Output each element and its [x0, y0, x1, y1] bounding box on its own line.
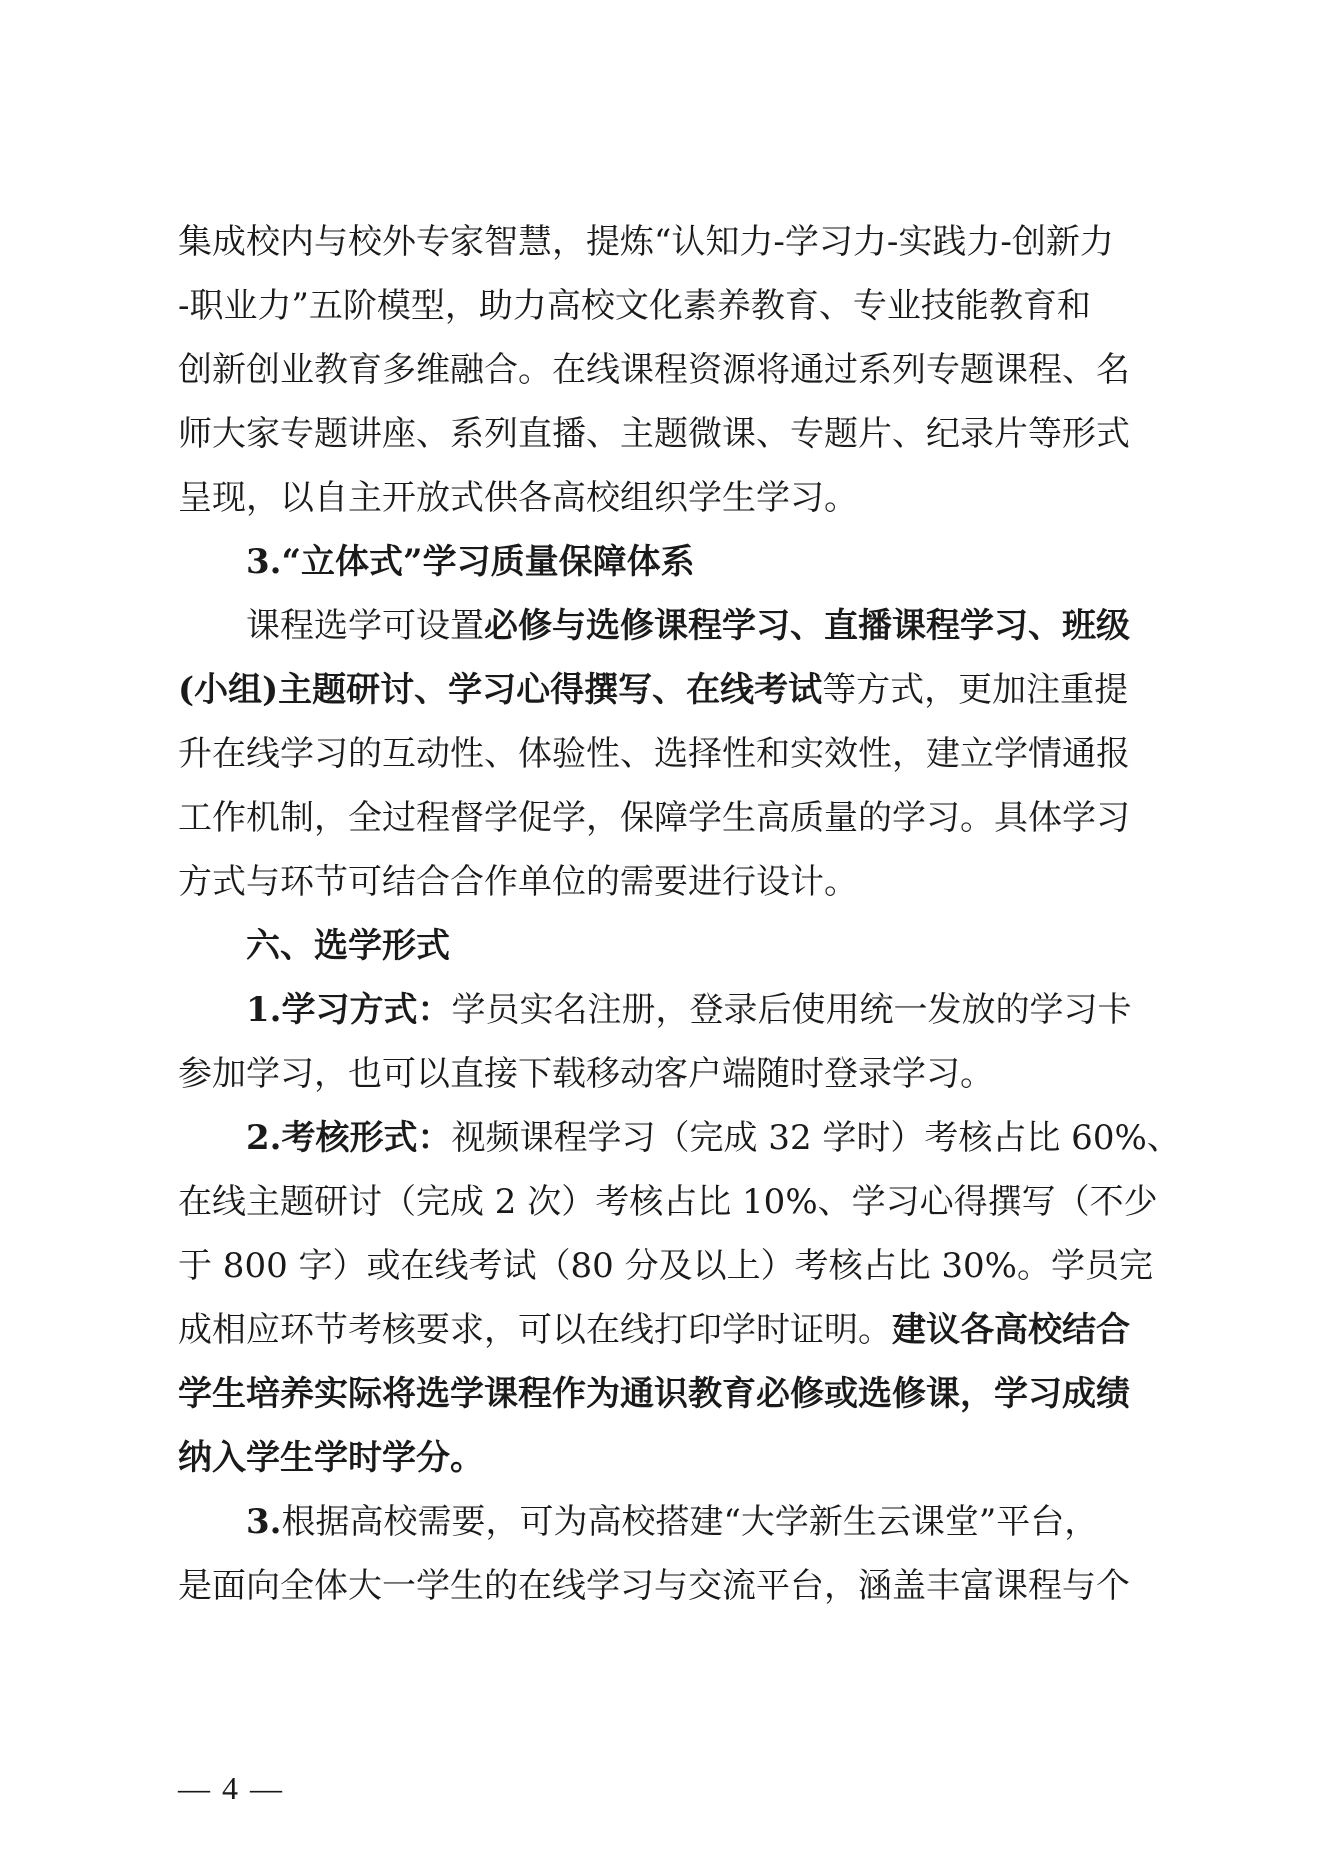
text-span: 成相应环节考核要求，可以在线打印学时证明。	[178, 1310, 892, 1350]
text-span: 等方式，更加注重提	[822, 670, 1129, 710]
paragraph-line	[246, 594, 1130, 658]
paragraph-line: 方式与环节可结合合作单位的需要进行设计。	[178, 862, 858, 902]
item-label: 2.考核形式：	[246, 1118, 452, 1158]
section-heading-6: 六、选学形式	[246, 926, 450, 966]
paragraph-line	[178, 1298, 1130, 1362]
text-span: 课程选学可设置	[246, 606, 484, 646]
paragraph-line: 创新创业教育多维融合。在线课程资源将通过系列专题课程、名	[178, 350, 1130, 390]
paragraph-line: 呈现，以自主开放式供各高校组织学生学习。	[178, 478, 858, 518]
paragraph-line: 集成校内与校外专家智慧，提炼“认知力-学习力-实践力-创新力	[178, 222, 1114, 262]
paragraph-line: 参加学习，也可以直接下载移动客户端随时登录学习。	[178, 1054, 994, 1094]
text-span: 视频课程学习（完成 32 学时）考核占比 60%、	[451, 1118, 1181, 1158]
text-span: 根据高校需要，可为高校搭建“大学新生云课堂”平台，	[281, 1502, 1099, 1542]
paragraph-line: 升在线学习的互动性、体验性、选择性和实效性，建立学情通报	[178, 734, 1130, 774]
paragraph-line: 是面向全体大一学生的在线学习与交流平台，涵盖丰富课程与个	[178, 1566, 1130, 1606]
page-number: — 4 —	[178, 1770, 284, 1806]
paragraph-line: -职业力”五阶模型，助力高校文化素养教育、专业技能教育和	[178, 286, 1091, 326]
item-label: 1.学习方式：	[246, 990, 452, 1030]
paragraph-line	[178, 658, 1128, 722]
bold-text-span: (小组)主题研讨、学习心得撰写、在线考试	[178, 670, 823, 710]
section-heading-3: 3.“立体式”学习质量保障体系	[246, 542, 695, 582]
paragraph-line: 纳入学生学时学分。	[178, 1438, 484, 1478]
paragraph-line	[246, 1490, 1098, 1554]
bold-text-span: 必修与选修课程学习、直播课程学习、班级	[484, 606, 1130, 646]
bold-text-span: 建议各高校结合	[892, 1310, 1130, 1350]
item-label: 3.	[246, 1502, 282, 1542]
paragraph-line: 工作机制，全过程督学促学，保障学生高质量的学习。具体学习	[178, 798, 1130, 838]
paragraph-line	[246, 1106, 1181, 1170]
text-span: 学员实名注册，登录后使用统一发放的学习卡	[451, 990, 1132, 1030]
paragraph-line: 学生培养实际将选学课程作为通识教育必修或选修课，学习成绩	[178, 1374, 1130, 1414]
paragraph-line	[246, 978, 1132, 1042]
paragraph-line: 于 800 字）或在线考试（80 分及以上）考核占比 30%。学员完	[178, 1246, 1153, 1286]
paragraph-line: 师大家专题讲座、系列直播、主题微课、专题片、纪录片等形式	[178, 414, 1130, 454]
paragraph-line: 在线主题研讨（完成 2 次）考核占比 10%、学习心得撰写（不少	[178, 1182, 1158, 1222]
